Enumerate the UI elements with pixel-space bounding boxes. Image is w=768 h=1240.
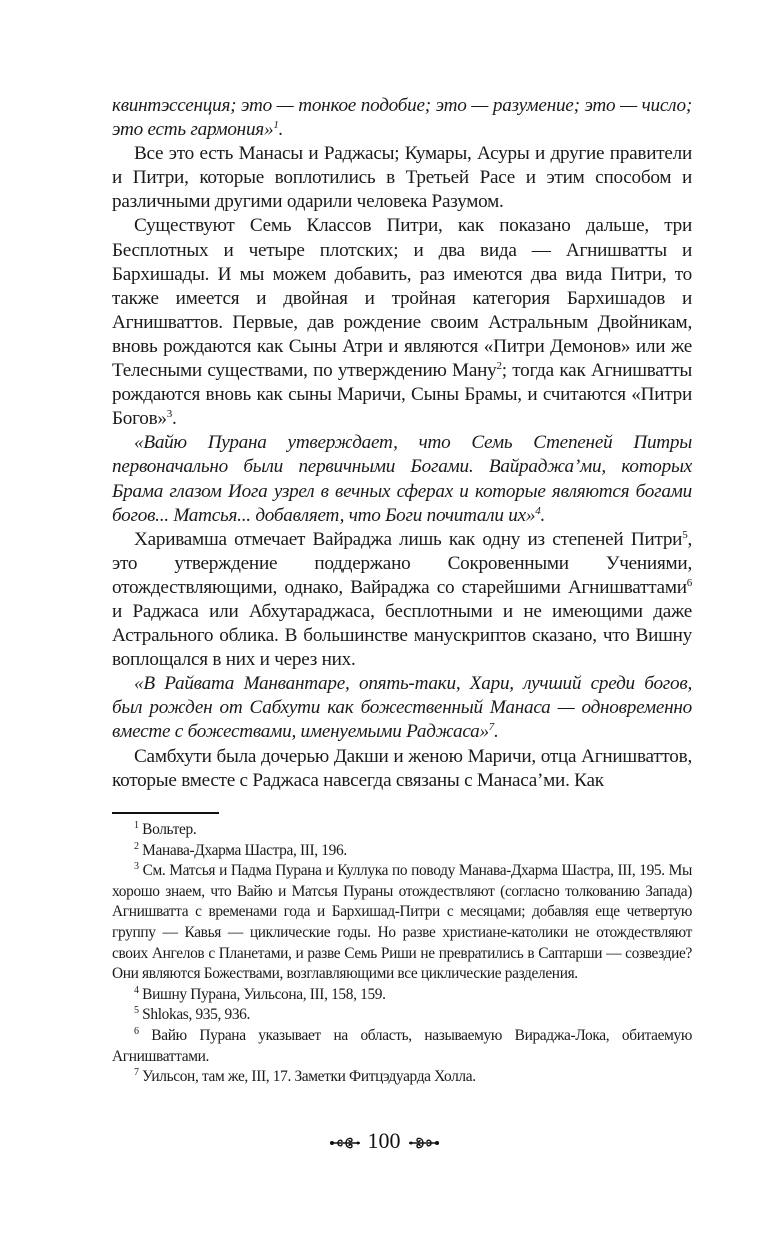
footnote-text: Вайю Пурана указывает на область, называемую Вираджа-Лока, обитаемую Агнишваттами.	[112, 1026, 692, 1065]
footnote	[112, 1005, 692, 1026]
footnote-ref[interactable]: 2	[496, 360, 502, 373]
paragraph	[112, 142, 692, 214]
footnote	[112, 1067, 692, 1088]
footnote-text: Shlokas, 935, 936.	[142, 1006, 251, 1024]
paragraph-text: «В Райвата Манвантаре, опять-таки, Хари, лучший среди богов, был рожден от Сабхути как божественный Манаса — одновременно вместе с божествами, именуемыми Раджаса»	[112, 673, 692, 743]
paragraph-text: квинтэссенция; это — тонкое подобие; это — разумение; это — число; это есть гармония»	[112, 95, 692, 141]
paragraph-quote	[112, 672, 692, 744]
footnote-text: Манава-Дхарма Шастра, III, 196.	[142, 841, 347, 859]
paragraph-text: , это утверждение поддержано Сокровенными Учениями, отождествляющими, однако, Вайраджа со старейшими Агнишваттами	[112, 528, 692, 598]
paragraph-text: Существуют Семь Классов Питри, как показано дальше, три Бесплотных и четыре плотских; и два вида — Агнишватты и Бархишады. И мы можем добавить, раз имеются два вида Питри, то также имеется и двойная и тройная категория Бархишадов и Агнишваттов. Первые, дав рождение своим Астральным Двойникам, вновь рождаются как Сыны Атри и являются «Питри Демонов» или же Телесными существами, по утверждению Ману	[112, 215, 692, 382]
paragraph-text: .	[278, 119, 284, 141]
footnote-number: 4	[134, 984, 139, 996]
footnote-ref[interactable]: 5	[682, 528, 688, 541]
footnote-number: 5	[134, 1005, 139, 1017]
footnote-ref[interactable]: 1	[273, 119, 279, 132]
footnote-separator	[112, 812, 219, 814]
footnote-number: 1	[134, 820, 139, 831]
paragraph-text: .	[172, 408, 177, 430]
footnote-ref[interactable]: 6	[686, 576, 692, 589]
fleuron-icon	[407, 1134, 441, 1152]
page-footer	[0, 1128, 768, 1154]
page-number: 100	[367, 1128, 401, 1153]
paragraph-text: .	[540, 504, 546, 526]
footnote-number: 2	[134, 840, 139, 852]
footnote-number: 6	[134, 1025, 139, 1037]
paragraph-text: .	[494, 721, 499, 743]
footnote-ref[interactable]: 7	[488, 721, 495, 734]
footnote-ref[interactable]: 4	[535, 504, 541, 517]
paragraph	[112, 214, 692, 431]
footnote-number: 7	[134, 1067, 139, 1079]
footnote	[112, 861, 692, 985]
footnote	[112, 985, 692, 1006]
footnote-ref[interactable]: 3	[166, 408, 173, 421]
paragraph-text: Все это есть Манасы и Раджасы; Кумары, Асуры и другие правители и Питри, которые воплотились в Третьей Расе и этим способом и различными другими одарили человека Разумом.	[112, 143, 692, 213]
footnote	[112, 841, 692, 862]
paragraph-text: «Вайю Пурана утверждает, что Семь Степеней Питры первоначально были первичными Богами. Вайраджа’ми, которых Брама глазом Иога узрел в вечных сферах и которые являются богами богов... Матсья... добавляет, что Боги почитали их»	[112, 432, 692, 526]
footnote-number: 3	[134, 861, 139, 873]
footnote	[112, 820, 692, 841]
paragraph-text: и Раджаса или Абхутараджаса, бесплотными и не имеющими даже Астрального облика. В большинстве манускриптов сказано, что Вишну воплощался в них и через них.	[112, 600, 692, 671]
footnote-text: См. Матсья и Падма Пурана и Куллука по поводу Манава-Дхарма Шастра, III, 195. Мы хорошо знаем, что Вайю и Матсья Пураны отождествляют (согласно толкованию Запада) Агнишватта с временами года и Бархишад-Питри с месяцами; добавляя еще четвертую группу — Кавья — циклические годы. Но разве христиане-католики не отождествляют своих Ангелов с Планетами, и разве Семь Риши не превратились в Саптарши — созвездие? Они являются Божествами, возглавляющими все циклические разделения.	[112, 862, 692, 983]
footnotes	[112, 820, 692, 1088]
main-text	[112, 94, 692, 793]
footnote-text: Уильсон, там же, III, 17. Заметки Фитцэдуарда Холла.	[142, 1068, 476, 1086]
paragraph	[112, 528, 692, 673]
paragraph	[112, 745, 692, 793]
footnote-text: Вишну Пурана, Уильсона, III, 158, 159.	[142, 985, 386, 1003]
footnote	[112, 1026, 692, 1067]
footnote-text: Вольтер.	[142, 821, 197, 838]
paragraph-text: Харивамша отмечает Вайраджа лишь как одну из степеней Питри	[134, 528, 683, 550]
fleuron-icon	[328, 1134, 362, 1152]
paragraph-text: Самбхути была дочерью Дакши и женою Маричи, отца Агнишваттов, которые вместе с Раджаса навсегда связаны с Манаса’ми. Как	[112, 745, 692, 791]
paragraph-quote	[112, 431, 692, 527]
paragraph-quote-continuation	[112, 94, 692, 142]
paragraph-text: ; тогда как Агнишватты рождаются вновь как сыны Маричи, Сыны Брамы, и считаются «Питри Богов»	[112, 360, 692, 430]
